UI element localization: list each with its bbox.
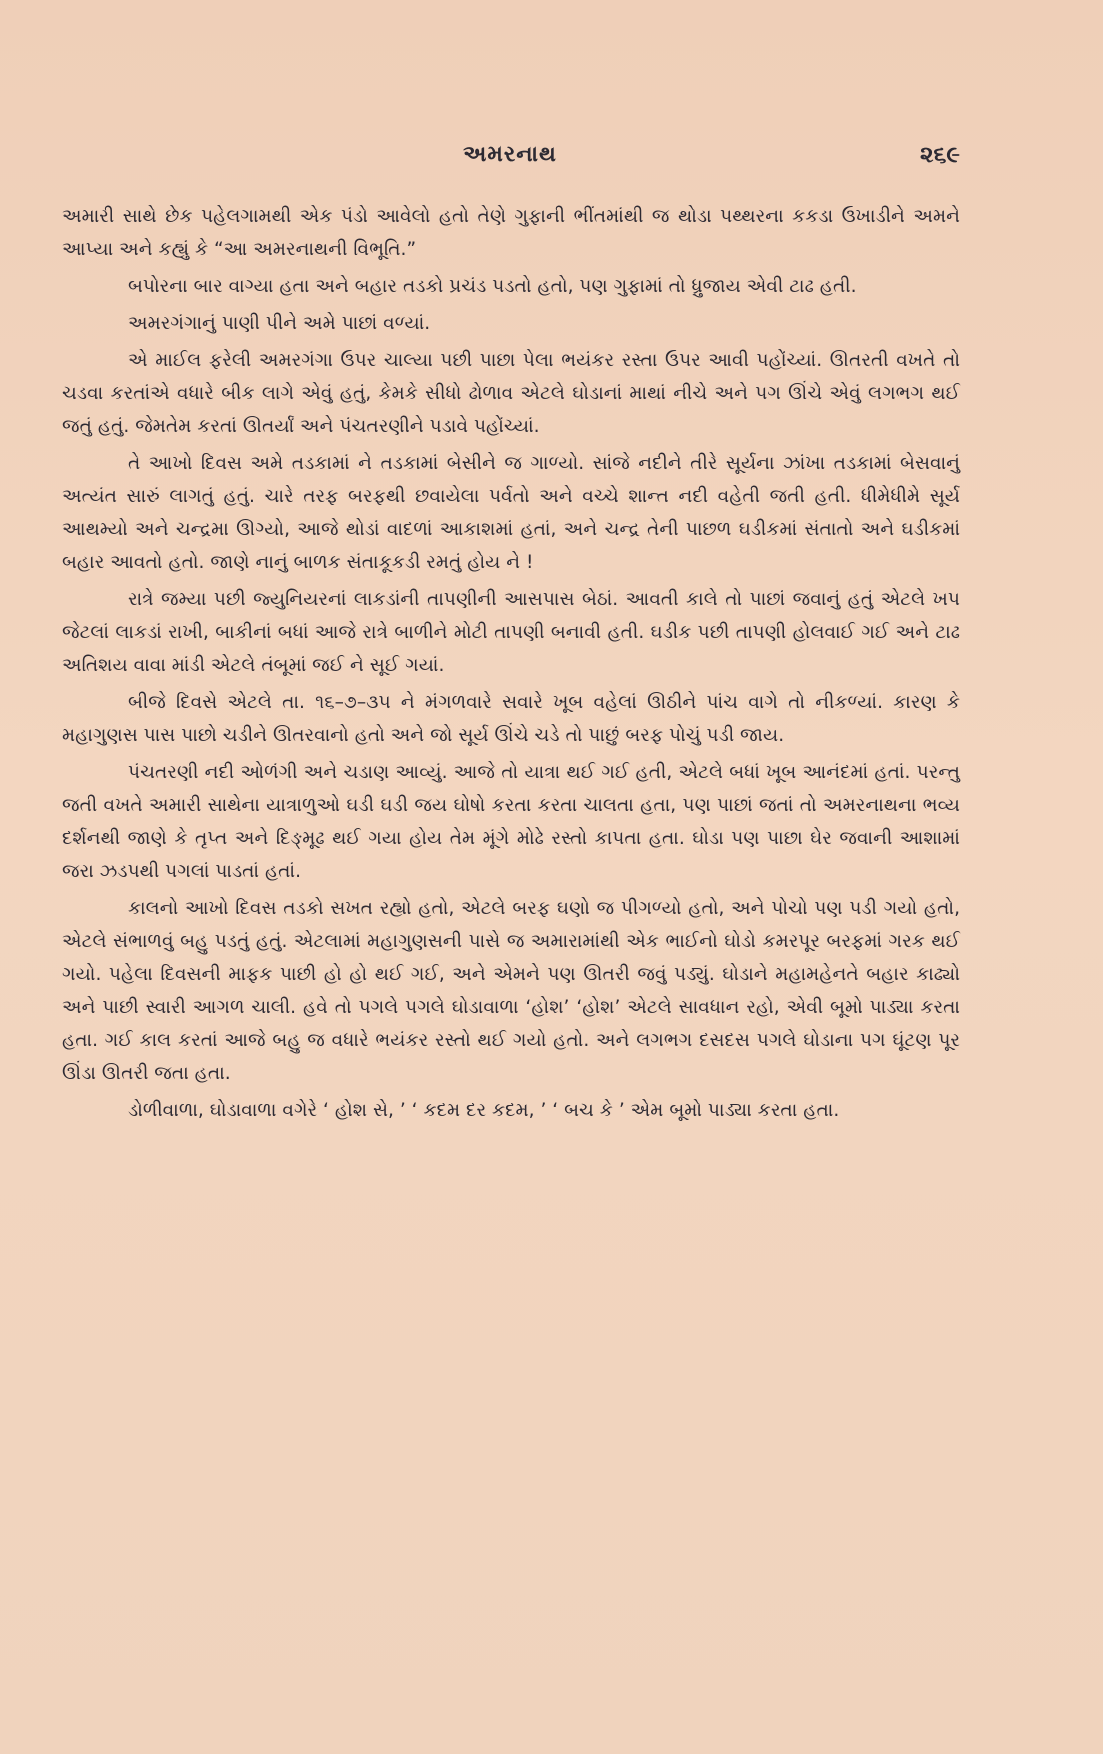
running-header	[60, 142, 960, 178]
paragraph-2: બપોરના બાર વાગ્યા હતા અને બહાર તડકો પ્રચંડ પડતો હતો, પણ ગુફામાં તો ધ્રુજાય એવી ટાઢ હતી.	[128, 276, 857, 297]
paragraph-9: કાલનો આખો દિવસ તડકો સખત રહ્યો હતો, એટલે બરફ ઘણો જ પીગળ્યો હતો, અને પોચો પણ પડી ગયો હતો, એટલે સંભાળવું બહુ પડતું હતું. એટલામાં મહાગુણસની પાસે જ અમારામાંથી એક ભાઈનો ઘોડો કમરપૂર બરફમાં ગરક થઈ ગયો. પહેલા દિવસની માફક પાછી હો હો થઈ ગઈ, અને એમને પણ ઊતરી જવું પડ્યું. ઘોડાને મહામહેનતે બહાર કાઢ્યો અને પાછી સ્વારી આગળ ચાલી. હવે તો પગલે પગલે ઘોડાવાળા ‘હોશ’ ‘હોશ’ એટલે સાવધાન રહો, એવી બૂમો પાડ્યા કરતા હતા. ગઈ કાલ કરતાં આજે બહુ જ વધારે ભયંકર રસ્તો થઈ ગયો હતો. અને લગભગ દસદસ પગલે ઘોડાના પગ ઘૂંટણ પૂર ઊંડા ઊતરી જતા હતા.	[62, 898, 960, 1084]
paragraph-8: પંચતરણી નદી ઓળંગી અને ચડાણ આવ્યું. આજે તો યાત્રા થઈ ગઈ હતી, એટલે બધાં ખૂબ આનંદમાં હતાં. પરન્તુ જતી વખતે અમારી સાથેના યાત્રાળુઓ ઘડી ઘડી જય ઘોષો કરતા કરતા ચાલતા હતા, પણ પાછાં જતાં તો અમરનાથના ભવ્ય દર્શનથી જાણે કે તૃપ્ત અને દિઙ્મૂઢ થઈ ગયા હોય તેમ મૂંગે મોઢે રસ્તો કાપતા હતા. ઘોડા પણ પાછા ઘેર જવાની આશામાં જરા ઝડપથી પગલાં પાડતાં હતાં.	[62, 762, 960, 882]
paragraph-7: બીજે દિવસે એટલે તા. ૧૬–૭–૩૫ ને મંગળવારે સવારે ખૂબ વહેલાં ઊઠીને પાંચ વાગે તો નીકળ્યાં. કારણ કે મહાગુણસ પાસ પાછો ચડીને ઊતરવાનો હતો અને જો સૂર્ય ઊંચે ચડે તો પાછું બરફ પોચું પડી જાય.	[62, 692, 960, 746]
paragraph-10: ડોળીવાળા, ઘોડાવાળા વગેરે ‘ હોશ સે, ’ ‘ કદમ દર કદમ, ’ ‘ બચ કે ’ એમ બૂમો પાડ્યા કરતા હતા.	[128, 1100, 840, 1121]
paragraph-6: રાત્રે જમ્યા પછી જ્યુનિયરનાં લાકડાંની તાપણીની આસપાસ બેઠાં. આવતી કાલે તો પાછાં જવાનું હતું એટલે ખપ જેટલાં લાકડાં રાખી, બાકીનાં બધાં આજે રાત્રે બાળીને મોટી તાપણી બનાવી હતી. ઘડીક પછી તાપણી હોલવાઈ ગઈ અને ટાઢ અતિશય વાવા માંડી એટલે તંબૂમાં જઈ ને સૂઈ ગયાં.	[62, 589, 960, 676]
body-text	[62, 200, 960, 1131]
paragraph-3: અમરગંગાનું પાણી પીને અમે પાછાં વળ્યાં.	[128, 313, 431, 334]
running-title: અમરનાથ	[463, 142, 557, 167]
paragraph-4: એ માઈલ ફરેલી અમરગંગા ઉપર ચાલ્યા પછી પાછા પેલા ભયંકર રસ્તા ઉપર આવી પહોંચ્યાં. ઊતરતી વખતે તો ચડવા કરતાંએ વધારે બીક લાગે એવું હતું, કેમકે સીધો ઢોળાવ એટલે ઘોડાનાં માથાં નીચે અને પગ ઊંચે એવું લગભગ થઈ જતું હતું. જેમતેમ કરતાં ઊતર્યાં અને પંચતરણીને પડાવે પહોંચ્યાં.	[62, 350, 960, 437]
paragraph-1: અમારી સાથે છેક પહેલગામથી એક પંડો આવેલો હતો તેણે ગુફાની ભીંતમાંથી જ થોડા પથ્થરના કકડા ઉખાડીને અમને આપ્યા અને કહ્યું કે “આ અમરનાથની વિભૂતિ.”	[62, 206, 960, 260]
page-number: ૨૬૯	[920, 142, 960, 168]
paragraph-5: તે આખો દિવસ અમે તડકામાં ને તડકામાં બેસીને જ ગાળ્યો. સાંજે નદીને તીરે સૂર્યના ઝાંખા તડકામાં બેસવાનું અત્યંત સારું લાગતું હતું. ચારે તરફ બરફથી છવાયેલા પર્વતો અને વચ્ચે શાન્ત નદી વહેતી જતી હતી. ધીમેધીમે સૂર્ય આથમ્યો અને ચન્દ્રમા ઊગ્યો, આજે થોડાં વાદળાં આકાશમાં હતાં, અને ચન્દ્ર તેની પાછળ ઘડીકમાં સંતાતો અને ઘડીકમાં બહાર આવતો હતો. જાણે નાનું બાળક સંતાકૂકડી રમતું હોય ને !	[62, 453, 960, 573]
